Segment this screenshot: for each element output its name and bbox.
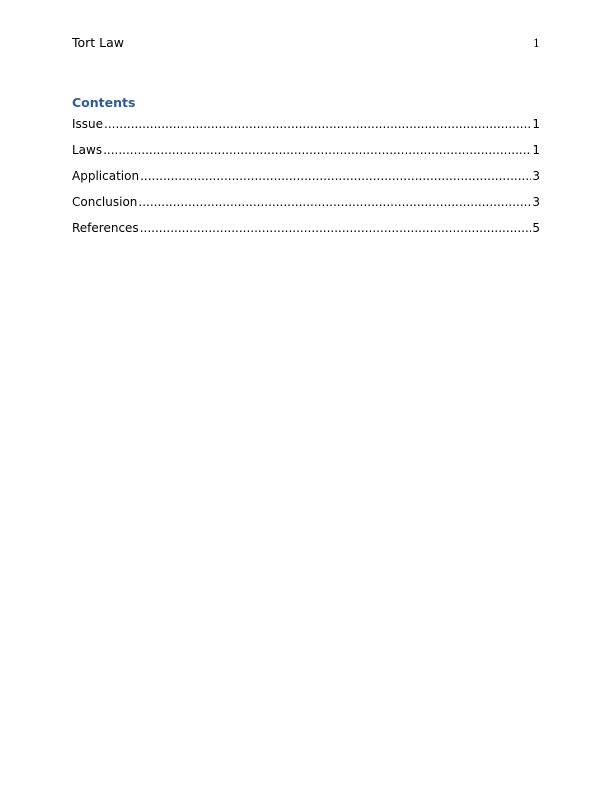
toc-entry-laws[interactable] xyxy=(72,142,540,168)
toc-entry-page-number: 3 xyxy=(532,195,540,209)
dot-leader xyxy=(104,116,531,132)
toc-entry-page-number: 3 xyxy=(532,169,540,183)
toc-heading: Contents xyxy=(72,95,136,110)
table-of-contents xyxy=(72,116,540,246)
toc-entry-label: Application xyxy=(72,169,140,183)
dot-leader xyxy=(140,220,532,236)
header-page-number: 1 xyxy=(533,37,540,50)
toc-entry-page-number: 1 xyxy=(532,143,540,157)
toc-entry-label: References xyxy=(72,221,139,235)
dot-leader xyxy=(140,168,531,184)
toc-entry-page-number: 5 xyxy=(532,221,540,235)
toc-entry-references[interactable] xyxy=(72,220,540,246)
toc-entry-issue[interactable] xyxy=(72,116,540,142)
dot-leader xyxy=(103,142,531,158)
toc-entry-conclusion[interactable] xyxy=(72,194,540,220)
toc-entry-label: Conclusion xyxy=(72,195,138,209)
toc-entry-label: Laws xyxy=(72,143,103,157)
toc-entry-label: Issue xyxy=(72,117,104,131)
toc-entry-page-number: 1 xyxy=(532,117,540,131)
dot-leader xyxy=(138,194,531,210)
toc-entry-application[interactable] xyxy=(72,168,540,194)
running-header-title: Tort Law xyxy=(72,35,125,50)
